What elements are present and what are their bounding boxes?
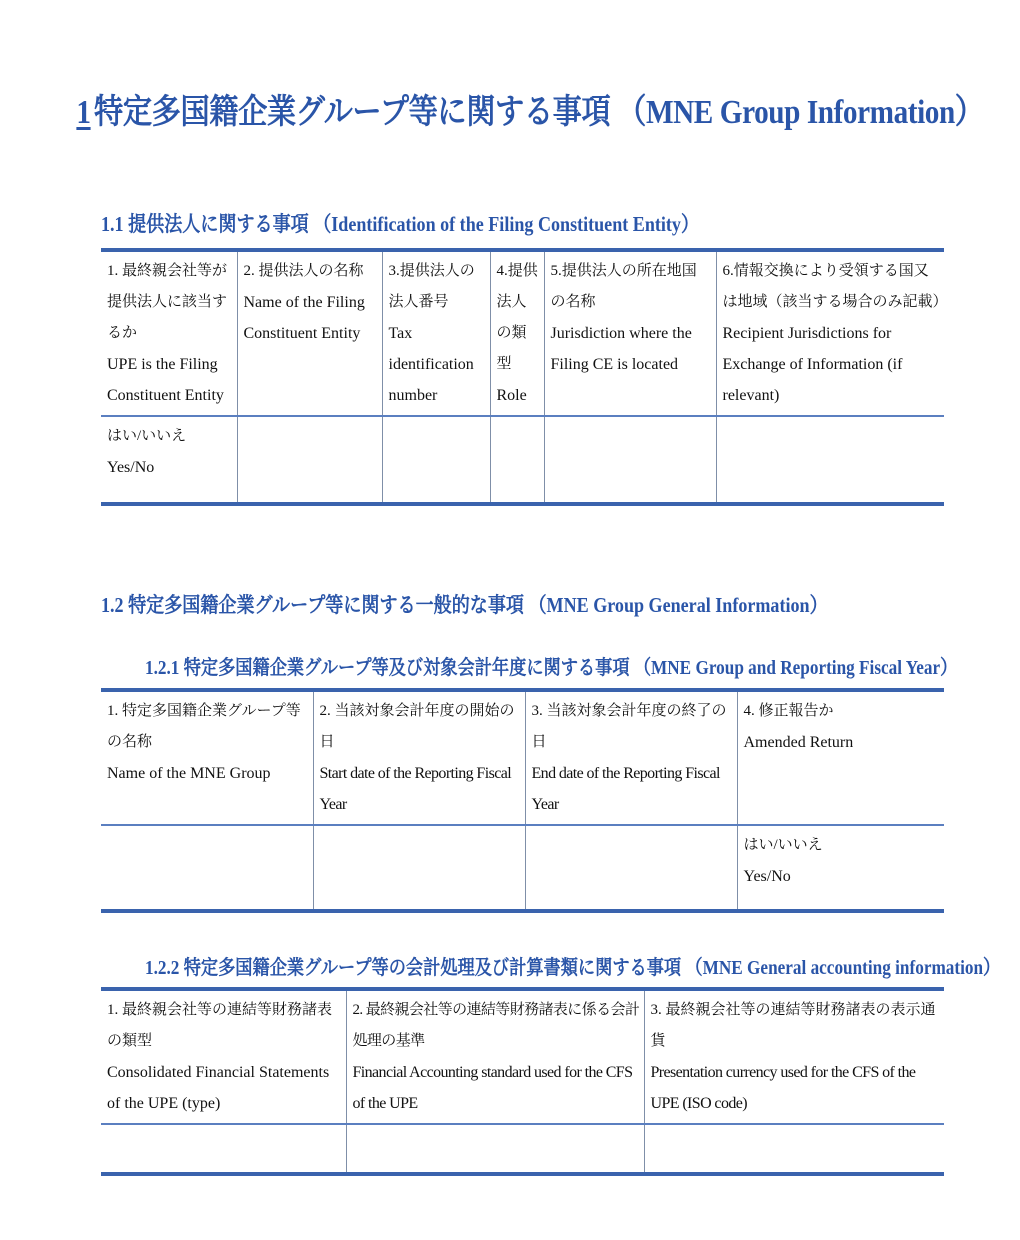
header-en: Recipient Jurisdictions for Exchange of Information (if relevant) <box>722 325 903 404</box>
answer-en: Yes/No <box>107 459 155 476</box>
header-cell-jurisdiction <box>544 250 716 416</box>
header-jp: 5.提供法人の所在地国の名称 <box>550 263 697 310</box>
input-cell-upe-filing[interactable] <box>101 416 237 504</box>
header-jp: 1. 特定多国籍企業グループ等の名称 <box>107 703 301 750</box>
table-header-row <box>101 690 944 825</box>
header-cell-recipient-jurisdictions <box>716 250 948 416</box>
table-input-row <box>101 416 944 504</box>
header-en: Presentation currency used for the CFS of the UPE (ISO code) <box>650 1064 916 1112</box>
header-en: Role <box>496 387 527 404</box>
header-cell-mne-group-name <box>101 690 313 825</box>
header-cell-filing-name <box>237 250 382 416</box>
accounting-information-table <box>101 987 944 1176</box>
table-input-row <box>101 1124 944 1174</box>
header-en: End date of the Reporting Fiscal Year <box>531 765 720 813</box>
input-cell-accounting-standard[interactable] <box>346 1124 644 1174</box>
section-1-1-heading: 1.1 提供法人に関する事項 （Identification of the Filing Constituent Entity） <box>101 212 700 236</box>
input-cell-jurisdiction[interactable] <box>544 416 716 504</box>
answer-en: Yes/No <box>743 868 791 885</box>
header-en: Consolidated Financial Statements of the UPE (type) <box>107 1064 330 1112</box>
header-en: Start date of the Reporting Fiscal Year <box>319 765 512 813</box>
header-cell-accounting-standard <box>346 989 644 1124</box>
header-jp: 1. 最終親会社等が提供法人に該当するか <box>107 263 228 341</box>
header-jp: 3. 当該対象会計年度の終了の日 <box>531 703 727 750</box>
header-jp: 1. 最終親会社等の連結等財務諸表の類型 <box>107 1002 333 1049</box>
header-en: Jurisdiction where the Filing CE is located <box>550 325 692 373</box>
section-1-2-heading: 1.2 特定多国籍企業グループ等に関する一般的な事項 （MNE Group General Information） <box>101 593 828 617</box>
header-jp: 2. 提供法人の名称 <box>243 263 364 279</box>
header-en: Name of the Filing Constituent Entity <box>243 294 365 342</box>
section-1-2-2-heading: 1.2.2 特定多国籍企業グループ等の会計処理及び計算書類に関する事項 （MNE General accounting information） <box>145 957 1001 979</box>
header-jp: 2. 最終親会社等の連結等財務諸表に係る会計処理の基準 <box>352 1002 640 1049</box>
header-jp: 3.提供法人の法人番号 <box>388 263 475 310</box>
input-cell-presentation-currency[interactable] <box>644 1124 944 1174</box>
header-jp: 4.提供法人の類型 <box>496 263 538 372</box>
input-cell-role[interactable] <box>490 416 544 504</box>
header-cell-end-date <box>525 690 737 825</box>
section-1-2-1-heading: 1.2.1 特定多国籍企業グループ等及び対象会計年度に関する事項 （MNE Group and Reporting Fiscal Year） <box>145 657 958 679</box>
header-cell-presentation-currency <box>644 989 944 1124</box>
answer-jp: はい/いいえ <box>107 428 187 444</box>
filing-entity-table <box>101 248 948 506</box>
table-header-row <box>101 250 944 416</box>
input-cell-amended-return[interactable] <box>737 825 944 911</box>
header-en: Amended Return <box>743 734 854 751</box>
input-cell-mne-group-name[interactable] <box>101 825 313 911</box>
header-cell-role <box>490 250 544 416</box>
header-cell-upe-filing <box>101 250 237 416</box>
input-cell-cfs-type[interactable] <box>101 1124 346 1174</box>
table-header-row <box>101 989 944 1124</box>
header-en: Tax identification number <box>388 325 474 404</box>
header-jp: 3. 最終親会社等の連結等財務諸表の表示通貨 <box>650 1002 936 1049</box>
header-en: UPE is the Filing Constituent Entity <box>107 356 224 404</box>
header-jp: 4. 修正報告か <box>743 703 834 719</box>
title-number: 1 <box>76 94 91 131</box>
header-cell-amended-return <box>737 690 944 825</box>
input-cell-recipient-jurisdictions[interactable] <box>716 416 944 504</box>
input-cell-tin[interactable] <box>382 416 490 504</box>
input-cell-filing-name[interactable] <box>237 416 382 504</box>
header-en: Financial Accounting standard used for the CFS of the UPE <box>352 1064 633 1112</box>
header-cell-start-date <box>313 690 525 825</box>
header-cell-tin <box>382 250 490 416</box>
header-cell-cfs-type <box>101 989 346 1124</box>
input-cell-end-date[interactable] <box>525 825 737 911</box>
header-en: Name of the MNE Group <box>107 765 271 782</box>
page-title <box>74 84 986 133</box>
title-text: 特定多国籍企業グループ等に関する事項 （MNE Group Information） <box>94 94 984 131</box>
input-cell-start-date[interactable] <box>313 825 525 911</box>
header-jp: 6.情報交換により受領する国又は地域（該当する場合のみ記載） <box>722 263 948 310</box>
mne-group-fiscal-year-table <box>101 688 944 913</box>
table-input-row <box>101 825 944 911</box>
header-jp: 2. 当該対象会計年度の開始の日 <box>319 703 515 750</box>
answer-jp: はい/いいえ <box>743 837 823 853</box>
